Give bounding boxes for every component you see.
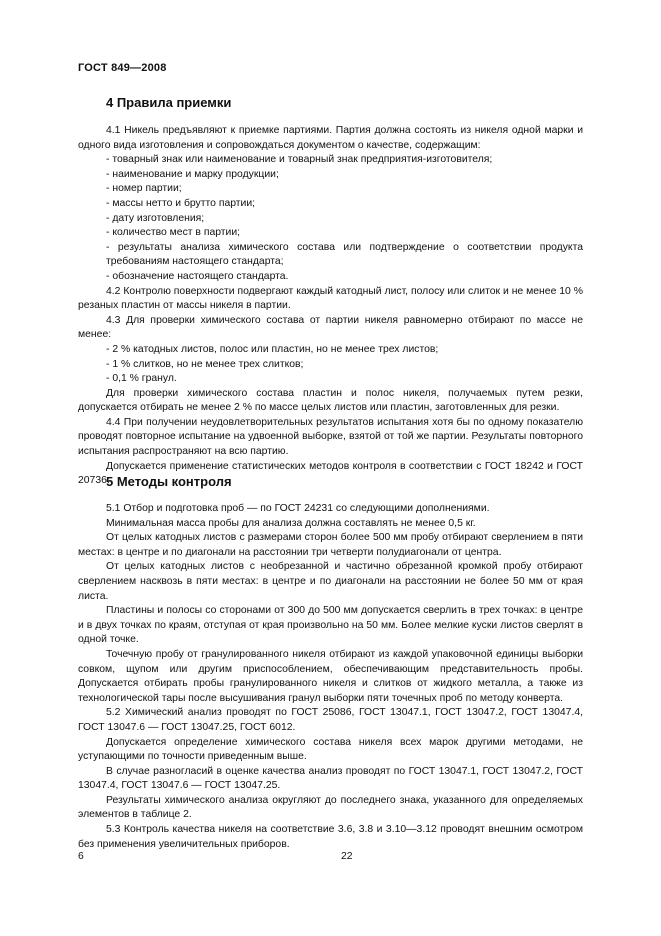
paragraph: От целых катодных листов с размерами сторон более 500 мм пробу отбирают сверлением в пяти местах: в центре и по диагонали на расстоянии три четверти полудиагонали от центра. [78, 532, 583, 558]
list-item: - номер партии; [106, 183, 182, 195]
paragraph: 5.2 Химический анализ проводят по ГОСТ 25086, ГОСТ 13047.1, ГОСТ 13047.2, ГОСТ 13047.4, ГОСТ 13047.6 — ГОСТ 13047.25, ГОСТ 6012. [78, 707, 583, 733]
paragraph: Минимальная масса пробы для анализа должна составлять не менее 0,5 кг. [106, 517, 476, 529]
list-item: - 2 % катодных листов, полос или пластин, но не менее трех листов; [106, 343, 439, 355]
paragraph: 5.1 Отбор и подготовка проб — по ГОСТ 24231 со следующими дополнениями. [106, 503, 490, 514]
page-number: 6 [78, 851, 84, 862]
paragraph: Результаты химического анализа округляют до последнего знака, указанного для определяемых элементов в таблице 2. [78, 794, 583, 821]
list-item: - результаты анализа химического состава или подтверждение о соответствии продукта требованиям настоящего стандарта; [106, 241, 583, 268]
list-item: - дату изготовления; [106, 212, 205, 224]
list-item: - наименование и марку продукции; [106, 168, 279, 180]
sheet-number: 22 [341, 851, 353, 862]
paragraph: Точечную пробу от гранулированного никеля отбирают из каждой упаковочной единицы выборки совком, щупом или другим приспособлением, обеспечивающим представительность пробы. Допускается отбирать пробы гранулированного никеля и слитков от жидкого металла, а также из технологической тары после высушивания гранул выборки пяти точечных проб по методу конверта. [78, 648, 583, 704]
list-item: - обозначение настоящего стандарта. [106, 270, 289, 282]
paragraph: 5.3 Контроль качества никеля на соответствие 3.6, 3.8 и 3.10—3.12 проводят внешним осмотром без применения увеличительных приборов. [78, 824, 583, 850]
list-item: - массы нетто и брутто партии; [106, 197, 256, 209]
list-item: - 1 % слитков, но не менее трех слитков; [106, 358, 304, 370]
paragraph: 4.2 Контролю поверхности подвергают каждый катодный лист, полосу или слиток и не менее 10 % резаных пластин от массы никеля в партии. [78, 285, 583, 312]
document-header: ГОСТ 849—2008 [78, 62, 167, 74]
list-item: - товарный знак или наименование и товарный знак предприятия-изготовителя; [106, 154, 493, 166]
list-item: - 0,1 % гранул. [106, 373, 177, 385]
paragraph: 4.1 Никель предъявляют к приемке партиями. Партия должна состоять из никеля одной марки и одного вида изготовления и сопровождаться документом о качестве, содержащим: [78, 125, 583, 151]
section-title-5: 5 Методы контроля [106, 474, 232, 489]
paragraph: 4.4 При получении неудовлетворительных результатов испытания хотя бы по одному показателю проводят повторное испытание на удвоенной выборке, взятой от той же партии. Результаты повторного испытания распространяют на всю партию. [78, 416, 583, 458]
section-5-body [78, 502, 583, 852]
paragraph: 4.3 Для проверки химического состава от партии никеля равномерно отбирают по массе не менее: [78, 314, 583, 341]
paragraph: Для проверки химического состава пластин и полос никеля, получаемых путем резки, допускается отбирать не менее 2 % по массе целых листов или пластин, заготовленных для резки. [78, 387, 583, 414]
section-title-4: 4 Правила приемки [106, 95, 232, 110]
paragraph: В случае разногласий в оценке качества анализ проводят по ГОСТ 13047.1, ГОСТ 13047.2, ГОСТ 13047.4, ГОСТ 13047.6 — ГОСТ 13047.25. [78, 765, 583, 792]
paragraph: Пластины и полосы со сторонами от 300 до 500 мм допускается сверлить в трех точках: в центре и в двух точках по краям, отступая от края произвольно на 50 мм. Более мелкие куски листов сверлят в одной точке. [78, 605, 583, 646]
paragraph: От целых катодных листов с необрезанной и частично обрезанной кромкой пробу отбирают сверлением насквозь в пяти местах: в центре и по диагонали на расстоянии не более 50 мм от края листа. [78, 561, 583, 602]
list-item: - количество мест в партии; [106, 227, 241, 239]
paragraph: Допускается определение химического состава никеля всех марок другими методами, не уступающими по точности приведенным выше. [78, 736, 583, 763]
paragraph: Допускается применение статистических методов контроля в соответствии с ГОСТ 18242 и ГОСТ 20736. [78, 460, 583, 487]
section-4-body [78, 124, 583, 489]
